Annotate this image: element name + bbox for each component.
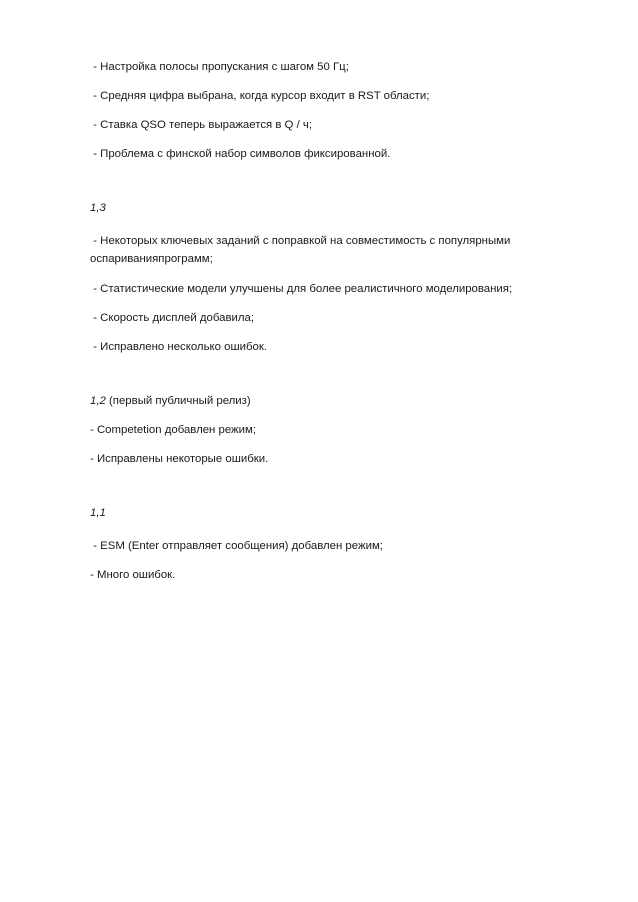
changelog-item: - Статистические модели улучшены для более реалистичного моделирования;	[90, 283, 513, 295]
section-spacer	[90, 479, 560, 504]
changelog-section-1-2	[90, 392, 560, 468]
changelog-section-continued	[90, 58, 560, 163]
changelog-item: - Проблема с финской набор символов фиксированной.	[90, 148, 391, 160]
version-heading	[90, 199, 560, 217]
changelog-item: - Ставка QSO теперь выражается в Q / ч;	[90, 119, 313, 131]
changelog-item: - Некоторых ключевых заданий с поправкой на совместимость с популярными оспариванияпрограмм;	[90, 235, 514, 265]
version-number: 1,2	[90, 395, 106, 407]
changelog	[90, 58, 560, 595]
version-note: (первый публичный релиз)	[105, 395, 251, 407]
changelog-section-1-3	[90, 199, 560, 356]
changelog-item: - Много ошибок.	[90, 569, 176, 581]
changelog-item: - Исправлены некоторые ошибки.	[90, 453, 269, 465]
changelog-item: - Скорость дисплей добавила;	[90, 312, 255, 324]
changelog-item: - ESM (Enter отправляет сообщения) добавлен режим;	[90, 540, 383, 552]
version-heading	[90, 392, 560, 410]
section-spacer	[90, 367, 560, 392]
changelog-item: - Competetion добавлен режим;	[90, 424, 257, 436]
changelog-item: - Исправлено несколько ошибок.	[90, 341, 267, 353]
section-spacer	[90, 174, 560, 199]
version-number: 1,3	[90, 202, 106, 214]
changelog-item: - Настройка полосы пропускания с шагом 50 Гц;	[90, 61, 349, 73]
changelog-section-1-1	[90, 504, 560, 584]
version-number: 1,1	[90, 507, 106, 519]
version-heading	[90, 504, 560, 522]
changelog-item: - Средняя цифра выбрана, когда курсор входит в RST области;	[90, 90, 430, 102]
